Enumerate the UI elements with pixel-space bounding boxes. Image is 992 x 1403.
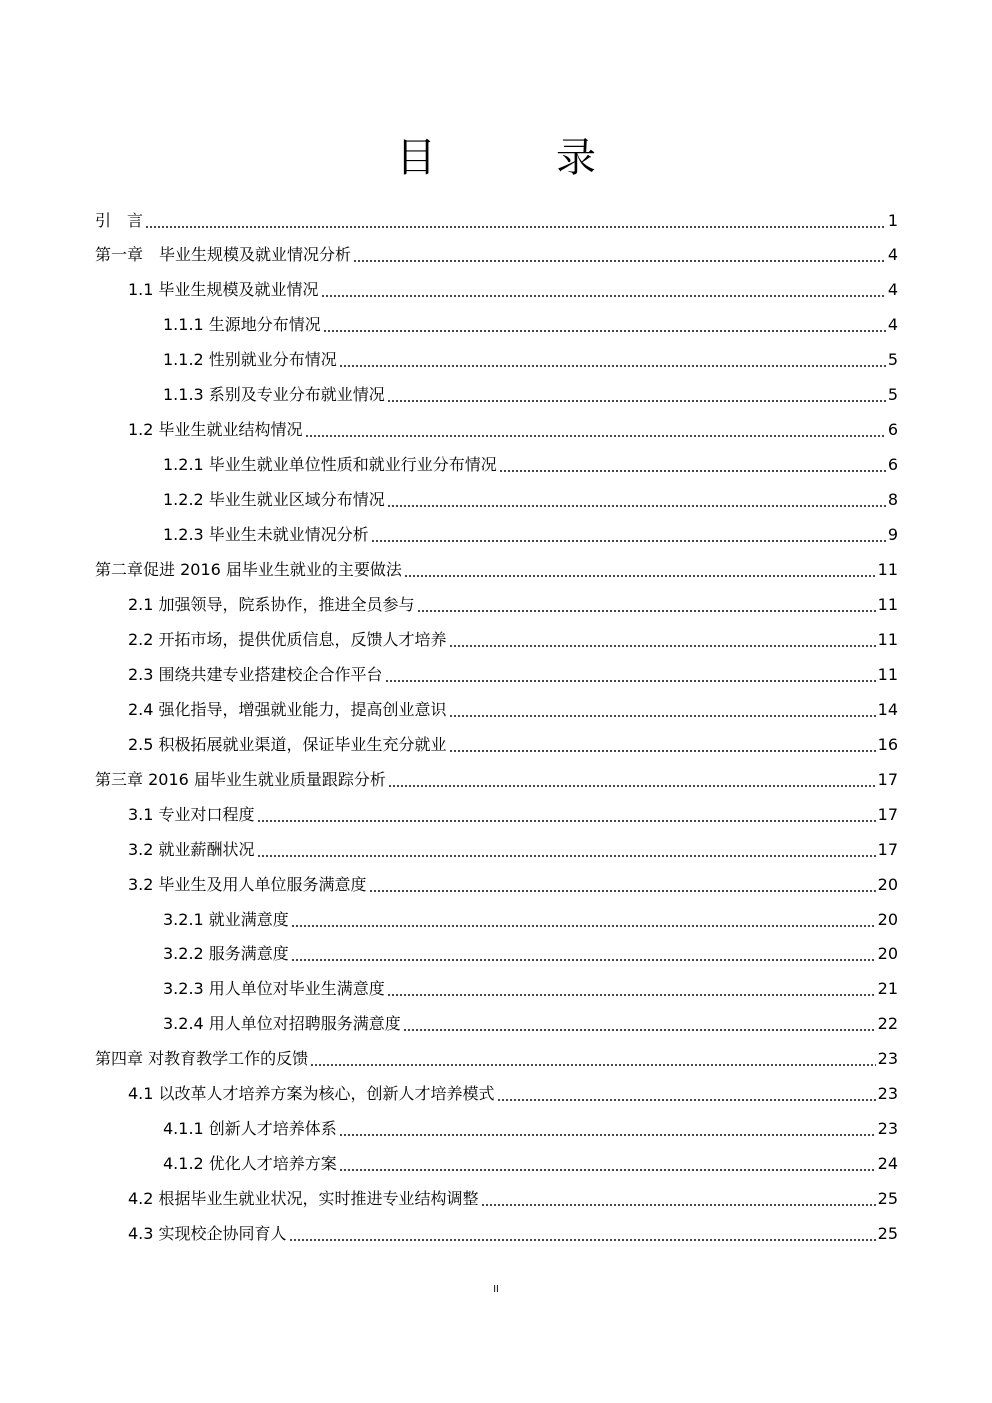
toc-dot-leader xyxy=(404,560,876,580)
toc-dot-leader xyxy=(339,350,886,370)
toc-dot-leader xyxy=(310,1049,876,1069)
toc-dot-leader xyxy=(353,245,886,265)
toc-entry-label: 1.1.3 系别及专业分布就业情况 xyxy=(163,385,385,405)
toc-dot-leader xyxy=(291,910,876,930)
toc-dot-leader xyxy=(339,1154,876,1174)
toc-dot-leader xyxy=(497,1084,876,1104)
toc-dot-leader xyxy=(387,490,886,510)
toc-dot-leader xyxy=(385,665,876,685)
toc-entry-page-number: 20 xyxy=(877,944,898,964)
toc-entry-label: 4.3 实现校企协同育人 xyxy=(128,1224,287,1244)
toc-dot-leader xyxy=(388,770,876,790)
toc-entry-page-number: 23 xyxy=(877,1084,898,1104)
toc-dot-leader xyxy=(499,455,886,475)
toc-entry[interactable] xyxy=(128,832,898,867)
toc-entry-page-number: 25 xyxy=(877,1189,898,1209)
toc-entry-page-number: 21 xyxy=(877,979,898,999)
toc-entry-label: 3.2.2 服务满意度 xyxy=(163,944,289,964)
toc-entry-page-number: 9 xyxy=(887,525,898,545)
toc-entry[interactable] xyxy=(163,308,898,343)
toc-entry[interactable] xyxy=(95,762,898,797)
toc-entry-page-number: 4 xyxy=(887,245,898,265)
toc-entry-label: 4.1 以改革人才培养方案为核心，创新人才培养模式 xyxy=(128,1084,495,1104)
toc-entry-label: 3.2.3 用人单位对毕业生满意度 xyxy=(163,979,385,999)
toc-entry-page-number: 11 xyxy=(877,560,898,579)
toc-entry-label: 2.1 加强领导，院系协作，推进全员参与 xyxy=(128,594,415,614)
toc-entry[interactable] xyxy=(163,483,898,518)
toc-dot-leader xyxy=(449,700,876,720)
toc-entry-label: 1.2.3 毕业生未就业情况分析 xyxy=(163,525,369,545)
toc-entry-page-number: 5 xyxy=(887,385,898,405)
toc-entry[interactable] xyxy=(163,1112,898,1147)
toc-entry-page-number: 5 xyxy=(887,350,898,370)
toc-entry[interactable] xyxy=(128,587,898,622)
toc-entry[interactable] xyxy=(128,413,898,448)
toc-entry[interactable] xyxy=(163,378,898,413)
toc-entry[interactable] xyxy=(163,1007,898,1042)
toc-dot-leader xyxy=(145,211,886,231)
toc-entry-label: 1.1.2 性别就业分布情况 xyxy=(163,350,337,370)
toc-entry-label: 2.2 开拓市场，提供优质信息，反馈人才培养 xyxy=(128,629,447,649)
toc-entry-label: 3.2.4 用人单位对招聘服务满意度 xyxy=(163,1014,401,1034)
toc-entry-label: 3.2 就业薪酬状况 xyxy=(128,839,255,859)
toc-entry-page-number: 6 xyxy=(887,455,898,475)
toc-entry-label: 1.2.1 毕业生就业单位性质和就业行业分布情况 xyxy=(163,455,497,475)
toc-entry[interactable] xyxy=(128,692,898,727)
toc-dot-leader xyxy=(289,1224,876,1244)
toc-entry[interactable] xyxy=(128,867,898,902)
toc-entry[interactable] xyxy=(163,902,898,937)
toc-entry-label: 1.1 毕业生规模及就业情况 xyxy=(128,280,319,300)
toc-entry[interactable] xyxy=(163,448,898,483)
toc-entry-label: 1.1.1 生源地分布情况 xyxy=(163,315,321,335)
toc-entry[interactable] xyxy=(128,1182,898,1217)
toc-entry-page-number: 6 xyxy=(887,420,898,440)
toc-dot-leader xyxy=(369,875,876,895)
toc-entry-page-number: 8 xyxy=(887,490,898,510)
toc-entry[interactable] xyxy=(163,972,898,1007)
toc-dot-leader xyxy=(257,840,876,860)
toc-entry[interactable] xyxy=(95,553,898,588)
toc-entry-page-number: 23 xyxy=(877,1119,898,1139)
toc-entry-label: 2.4 强化指导，增强就业能力，提高创业意识 xyxy=(128,699,447,719)
toc-dot-leader xyxy=(371,525,886,545)
toc-entry[interactable] xyxy=(163,937,898,972)
toc-entry-label: 2.3 围绕共建专业搭建校企合作平台 xyxy=(128,664,383,684)
toc-dot-leader xyxy=(387,385,886,405)
toc-dot-leader xyxy=(387,979,876,999)
toc-entry-page-number: 22 xyxy=(877,1014,898,1034)
toc-entry-label: 4.2 根据毕业生就业状况，实时推进专业结构调整 xyxy=(128,1189,479,1209)
toc-entry-page-number: 14 xyxy=(877,699,898,719)
toc-entry-page-number: 17 xyxy=(877,804,898,824)
toc-entry-label: 第三章 2016 届毕业生就业质量跟踪分析 xyxy=(95,769,386,789)
toc-entry-label: 3.2.1 就业满意度 xyxy=(163,909,289,929)
toc-entry-page-number: 25 xyxy=(877,1224,898,1244)
toc-entry-page-number: 11 xyxy=(877,664,898,684)
toc-entry[interactable] xyxy=(128,657,898,692)
toc-entry[interactable] xyxy=(128,797,898,832)
toc-entry-label: 第一章 毕业生规模及就业情况分析 xyxy=(95,245,352,265)
toc-entry[interactable] xyxy=(128,1077,898,1112)
toc-entry-label: 3.1 专业对口程度 xyxy=(128,804,255,824)
toc-dot-leader xyxy=(291,944,876,964)
toc-entry[interactable] xyxy=(128,622,898,657)
toc-entry-page-number: 11 xyxy=(877,629,898,649)
toc-dot-leader xyxy=(481,1189,876,1209)
toc-entry[interactable] xyxy=(95,238,898,273)
toc-entry-page-number: 4 xyxy=(887,315,898,335)
toc-entry[interactable] xyxy=(128,727,898,762)
toc-entry[interactable] xyxy=(95,1042,898,1077)
toc-entry-page-number: 11 xyxy=(877,594,898,614)
toc-entry-page-number: 17 xyxy=(877,839,898,859)
toc-entry-label: 4.1.1 创新人才培养体系 xyxy=(163,1119,337,1139)
toc-entry-label: 4.1.2 优化人才培养方案 xyxy=(163,1154,337,1174)
toc-entry-page-number: 16 xyxy=(877,734,898,754)
toc-entry-label: 第四章 对教育教学工作的反馈 xyxy=(95,1049,309,1069)
toc-entry-label: 2.5 积极拓展就业渠道，保证毕业生充分就业 xyxy=(128,734,447,754)
toc-entry-label: 引 言 xyxy=(95,210,144,230)
toc-entry-label: 1.2 毕业生就业结构情况 xyxy=(128,420,303,440)
footer-page-number: II xyxy=(493,1284,499,1295)
toc-entry[interactable] xyxy=(95,203,898,238)
toc-dot-leader xyxy=(339,1119,876,1139)
toc-dot-leader xyxy=(321,280,886,300)
toc-entry-label: 1.2.2 毕业生就业区域分布情况 xyxy=(163,490,385,510)
toc-title: 目 录 xyxy=(396,135,636,181)
toc-entry-page-number: 24 xyxy=(877,1154,898,1174)
toc-entry[interactable] xyxy=(128,273,898,308)
toc-dot-leader xyxy=(449,630,876,650)
toc-entry[interactable] xyxy=(128,1217,898,1252)
toc-dot-leader xyxy=(403,1014,876,1034)
toc-entry-page-number: 1 xyxy=(887,210,898,230)
toc-dot-leader xyxy=(305,420,886,440)
toc-entry[interactable] xyxy=(163,343,898,378)
toc-entry-page-number: 20 xyxy=(877,874,898,894)
toc-entry-page-number: 17 xyxy=(877,769,898,789)
toc-dot-leader xyxy=(323,315,886,335)
toc-entry[interactable] xyxy=(163,1147,898,1182)
toc-dot-leader xyxy=(417,595,876,615)
toc-entry[interactable] xyxy=(163,518,898,553)
toc-entry-label: 3.2 毕业生及用人单位服务满意度 xyxy=(128,874,367,894)
toc-dot-leader xyxy=(449,735,876,755)
toc-entry-page-number: 23 xyxy=(877,1049,898,1069)
toc-entry-page-number: 4 xyxy=(887,280,898,300)
toc-entry-label: 第二章促进 2016 届毕业生就业的主要做法 xyxy=(95,560,402,579)
toc-dot-leader xyxy=(257,805,876,825)
toc-entry-page-number: 20 xyxy=(877,909,898,929)
